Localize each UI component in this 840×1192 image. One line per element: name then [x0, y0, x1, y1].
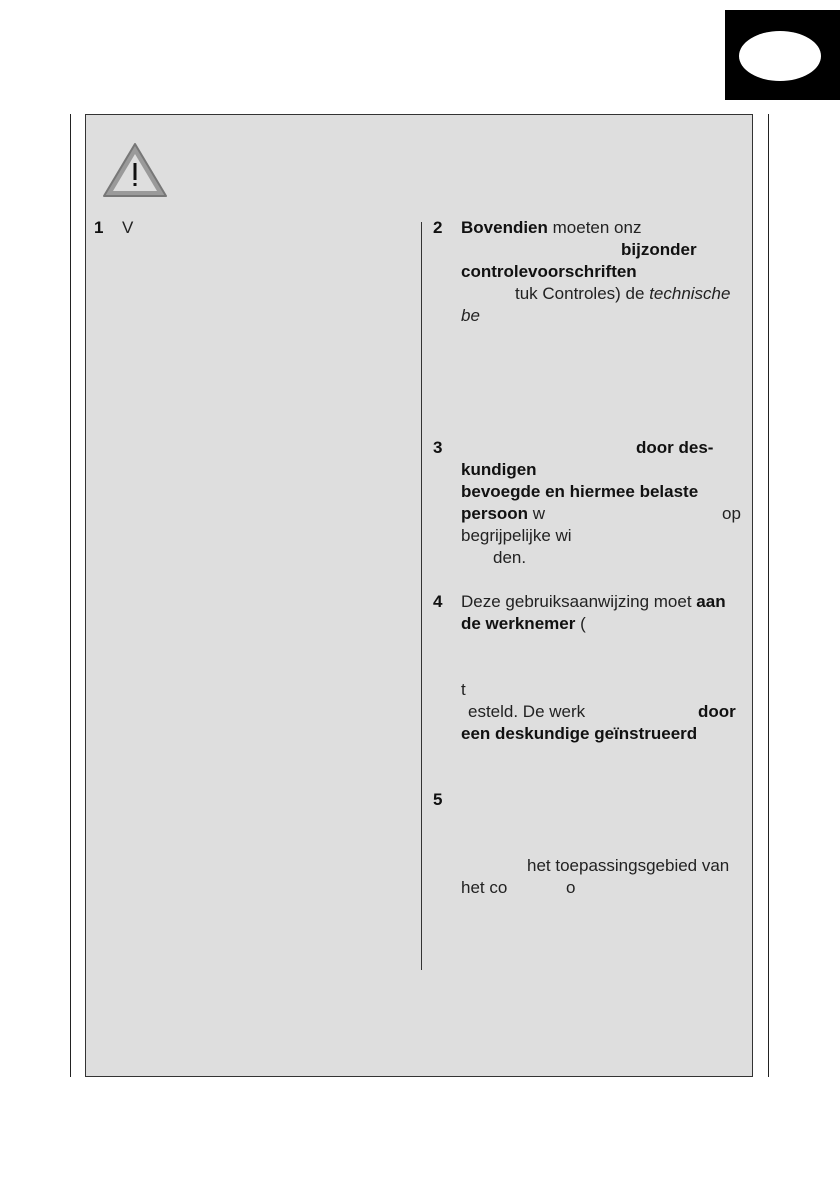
item-line: persoon w [461, 504, 546, 523]
item-line: Bovendien moeten onz [461, 218, 642, 237]
item-line: een deskundige geïnstrueerd [461, 724, 698, 743]
item-number: 1 [94, 218, 104, 237]
item-line: bijzonder [621, 240, 697, 259]
item-line: esteld. De werk [468, 702, 586, 721]
item-line: den. [493, 548, 527, 567]
item-number: 2 [433, 218, 443, 237]
item-line: Deze gebruiksaanwijzing moet aan [461, 592, 726, 611]
language-tab [725, 10, 840, 100]
item-line: tuk Controles) de technische [515, 284, 731, 303]
item-line: bevoegde en hiermee belaste [461, 482, 699, 501]
item-line: de werknemer ( [461, 614, 586, 633]
item-line: het toepassingsgebied van [527, 856, 730, 875]
column-separator [421, 222, 422, 970]
item-line: kundigen [461, 460, 537, 479]
item-number: 5 [433, 790, 443, 809]
right-margin-line [768, 114, 769, 1077]
item-line: door des- [636, 438, 714, 457]
item-line: door [698, 702, 736, 721]
item-line: be [461, 306, 480, 325]
item-line: controlevoorschriften [461, 262, 637, 281]
item-line: t [461, 680, 466, 699]
item-number: 4 [433, 592, 443, 611]
item-number: 3 [433, 438, 443, 457]
item-line: begrijpelijke wi [461, 526, 572, 545]
item-line: o [566, 878, 576, 897]
item-text: V [122, 218, 134, 237]
language-oval [739, 31, 821, 81]
warning-triangle-icon [100, 140, 170, 200]
left-margin-line [70, 114, 71, 1077]
item-line: het co [461, 878, 508, 897]
item-line: op [722, 504, 741, 523]
